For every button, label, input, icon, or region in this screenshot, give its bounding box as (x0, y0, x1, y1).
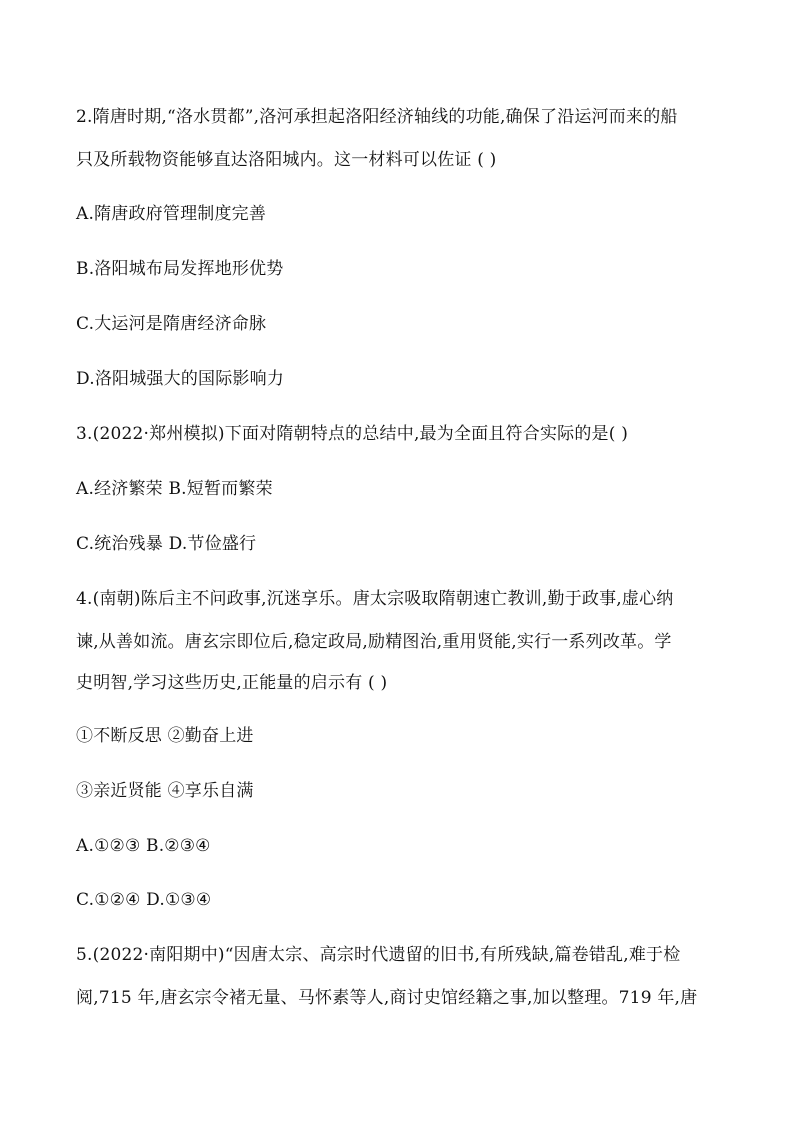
question-4-items-1-2: ①不断反思 ②勤奋上进 (76, 726, 254, 746)
question-2-option-b: B.洛阳城布局发挥地形优势 (76, 259, 284, 279)
question-5-stem-line-2: 阅,715 年,唐玄宗令褚无量、马怀素等人,商讨史馆经籍之事,加以整理。719 年,唐 (76, 988, 698, 1008)
question-4-items-3-4: ③亲近贤能 ④享乐自满 (76, 781, 254, 801)
question-2-option-d: D.洛阳城强大的国际影响力 (76, 369, 285, 389)
question-4-stem-line-1: 4.(南朝)陈后主不问政事,沉迷享乐。唐太宗吸取隋朝速亡教训,勤于政事,虚心纳 (76, 589, 674, 609)
question-3-options-cd: C.统治残暴 D.节俭盛行 (76, 534, 257, 554)
question-2-option-c: C.大运河是隋唐经济命脉 (76, 314, 267, 334)
question-4-options-ab: A.①②③ B.②③④ (76, 836, 211, 856)
question-2-stem-line-1: 2.隋唐时期,“洛水贯都”,洛河承担起洛阳经济轴线的功能,确保了沿运河而来的船 (76, 107, 678, 127)
question-3-options-ab: A.经济繁荣 B.短暂而繁荣 (76, 479, 273, 499)
question-2-option-a: A.隋唐政府管理制度完善 (76, 204, 267, 224)
question-2-stem-line-2: 只及所载物资能够直达洛阳城内。这一材料可以佐证 ( ) (76, 150, 497, 170)
question-3-stem: 3.(2022·郑州模拟)下面对隋朝特点的总结中,最为全面且符合实际的是( ) (76, 424, 629, 444)
question-4-stem-line-3: 史明智,学习这些历史,正能量的启示有 ( ) (76, 673, 388, 693)
question-4-stem-line-2: 谏,从善如流。唐玄宗即位后,稳定政局,励精图治,重用贤能,实行一系列改革。学 (76, 632, 672, 652)
question-5-stem-line-1: 5.(2022·南阳期中)“因唐太宗、高宗时代遗留的旧书,有所残缺,篇卷错乱,难于检 (76, 945, 681, 965)
question-4-options-cd: C.①②④ D.①③④ (76, 890, 212, 910)
